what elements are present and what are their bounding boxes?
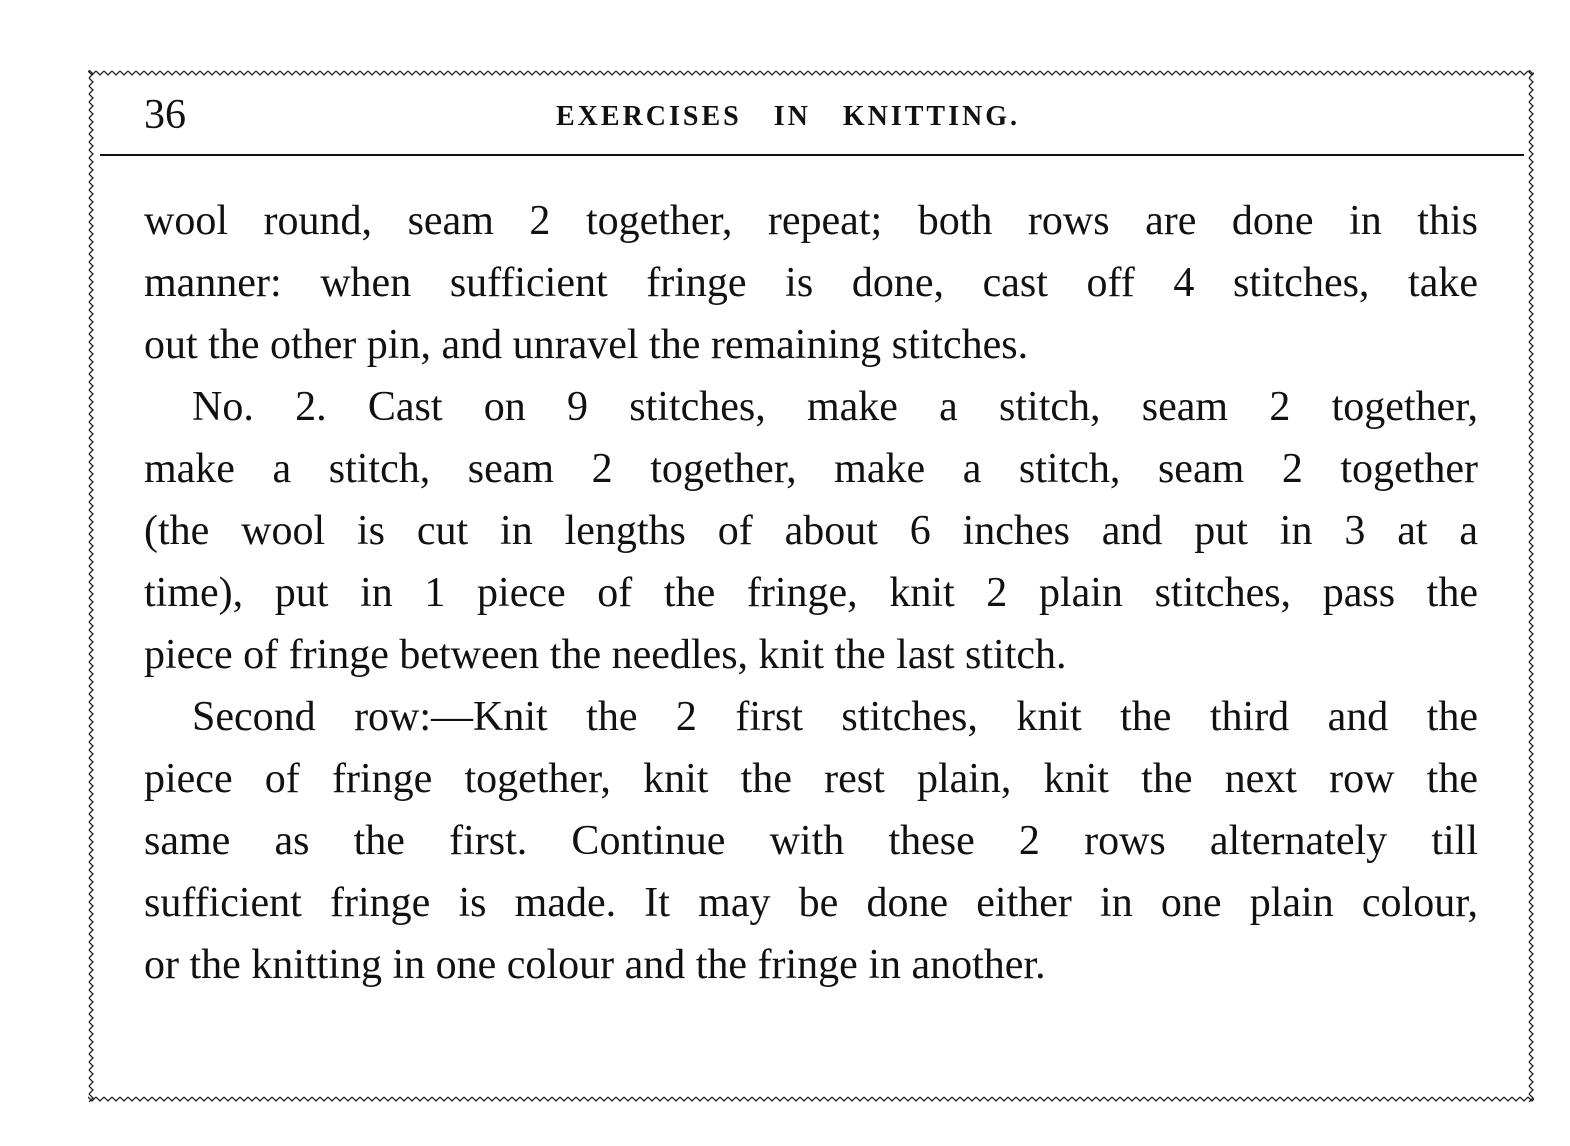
text-line: (the wool is cut in lengths of about 6 inches and put in 3 at a bbox=[144, 508, 1478, 554]
text-line: manner: when sufficient fringe is done, cast off 4 stitches, take bbox=[144, 260, 1478, 306]
text-line: sufficient fringe is made. It may be done either in one plain colour, bbox=[144, 880, 1478, 926]
text-line: or the knitting in one colour and the fringe in another. bbox=[144, 942, 1046, 988]
running-title: EXERCISES IN KNITTING. bbox=[556, 101, 1020, 132]
paragraph-2 bbox=[144, 376, 1478, 686]
page-body bbox=[144, 190, 1478, 996]
paragraph-1 bbox=[144, 190, 1478, 376]
text-line: time), put in 1 piece of the fringe, knit 2 plain stitches, pass the bbox=[144, 570, 1478, 616]
text-line: Second row:—Knit the 2 first stitches, knit the third and the bbox=[192, 694, 1478, 740]
text-line: piece of fringe together, knit the rest plain, knit the next row the bbox=[144, 756, 1478, 802]
text-line: same as the first. Continue with these 2 rows alternately till bbox=[144, 818, 1478, 864]
page-number: 36 bbox=[144, 92, 186, 138]
text-line: wool round, seam 2 together, repeat; both rows are done in this bbox=[144, 198, 1478, 244]
text-line: No. 2. Cast on 9 stitches, make a stitch, seam 2 together, bbox=[192, 384, 1478, 430]
text-line: out the other pin, and unravel the remaining stitches. bbox=[144, 322, 1029, 368]
text-line: make a stitch, seam 2 together, make a stitch, seam 2 together bbox=[144, 446, 1478, 492]
paragraph-3 bbox=[144, 686, 1478, 996]
text-line: piece of fringe between the needles, knit the last stitch. bbox=[144, 632, 1067, 678]
